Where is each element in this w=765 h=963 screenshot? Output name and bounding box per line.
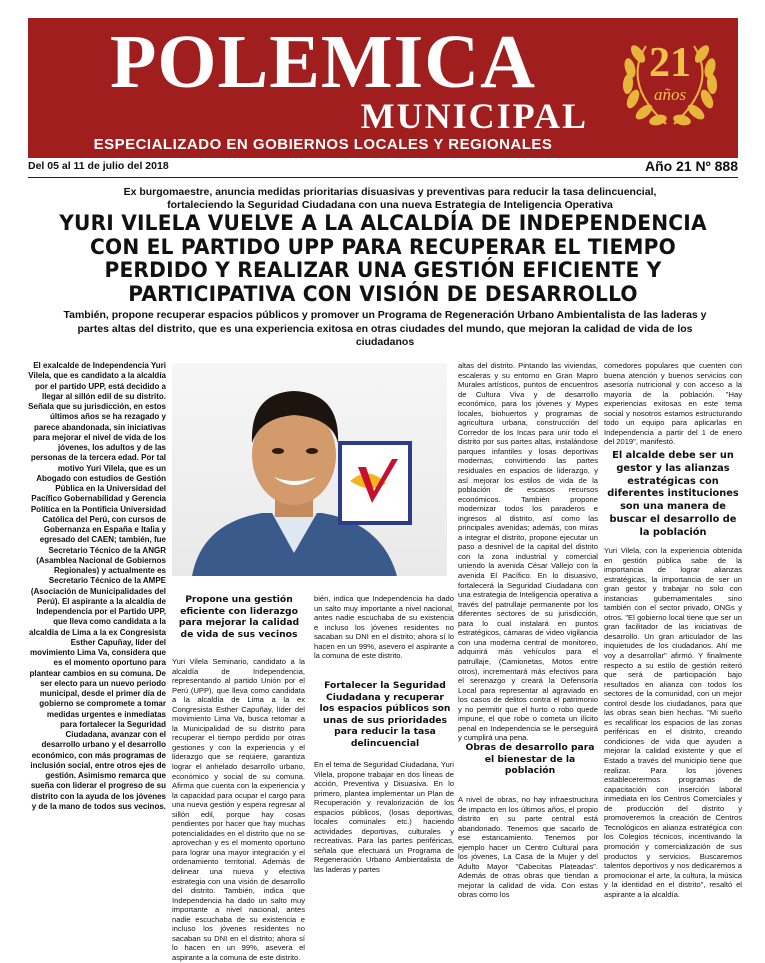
subhead-alcalde-gestor [606,450,740,540]
subhead-text: Obras de desarrollo para el bienestar de la población [465,742,595,777]
subhead-obras-desarrollo [462,742,598,777]
column-5-body-bottom: Yuri Vilela, con la experiencia obtenida en gestión pública sabe de la importancia de lograr alianzas estratégicas, la importancia de ser un gran gestor y trabajar no solo con instancias gubernamentales sino también con el sector privado, ONGs y otros. "El gobierno local tiene que ser un gran facilitador de las iniciativas de desarrollo. Un gran articulador de las inquietudes de los ciudadanos. Ahí me voy a desarrollar" afirmó. Y finalmente respecto a su estilo de gestión reiteró que será de participación bajo resultados en alianza con todos los sectores de la comunidad, con un mejor control desde los ciudadanos, para que las obras sean bien hechas. "Mi sueño es recalificar los espacios de las zonas periféricas en el distrito, creando condiciones de vida que ayuden a mejorar la calidad existente y que el Estado a través del municipio tiene que realizar. Para los jóvenes establecerermos programas de capacitación con inserción laboral inmediata en los Centros Comerciales y de producción del distrito y promoveremos la creación de Centros Tecnológicos en alianza estratégica con los Colegios técnicos, incentivando la promoción y comercialización de sus productos y servicios. Buscaremos talentos deportivos y nos dedicaremos a promocionar el arte, la cultura, la música y la identidad en el distrito", resaltó el aspirante a la alcaldía. [604,546,742,899]
candidate-photo [172,363,447,576]
newspaper-title: POLEMICA [110,20,536,104]
subhead-gestion-eficiente [174,594,304,640]
newspaper-tagline: ESPECIALIZADO EN GOBIERNOS LOCALES Y REGIONALES [93,136,553,153]
article-headline: YURI VILELA VUELVE A LA ALCALDÍA DE INDEPENDENCIA CON EL PARTIDO UPP PARA RECUPERAR EL TIEMPO PERDIDO Y REALIZAR UNA GESTIÓN EFICIENTE Y PARTICIPATIVA CON VISIÓN DE DESARROLLO [59,211,707,306]
column-5-body: comedores populares que cuenten con buena atención y buenos servicios con asesoría nutricional y con acceso a la mayoría de la población. "Hay experiencias exitosas en este tema social y nosotros estamos estructurando todo un equipo para aplicarlas en Independencia a partir del 1 de enero del 2019", manifestó. [604,361,742,447]
issue-dateline [28,158,738,178]
masthead [28,18,738,158]
anniversary-number: 21 [649,40,691,86]
article-kicker: Ex burgomaestre, anuncia medidas prioritarias disuasivas y preventivas para reducir la tasa delincuencial, fortaleciendo la Seguridad Ciudadana con una nueva Estrategia de Inteligencia Operativa [123,186,657,211]
newspaper-subtitle: MUNICIPAL [360,96,588,136]
subhead-text: El alcalde debe ser un gestor y las alianzas estratégicas con diferentes instituciones son una manera de buscar el desarrollo de la población [607,450,739,538]
issue-number: Año 21 Nº 888 [644,158,738,174]
column-2-body: Yuri Vilela Seminario, candidato a la alcaldía de Independencia, representando al partido Unión por el Perú (UPP), que lleva como candidata a la alcaldía de Lima a la ex Congresista Esther Capuñay, líder del movimiento Lima Va, busca retomar a la Municipalidad de su distrito para recuperar el tiempo perdido por otras gestiones y con la experiencia y el liderazgo que se requiere, garantiza lograr el anhelado desarrollo urbano, económico y social de su comuna. Afirma que cuenta con la experiencia y la capacidad para ocupar el cargo para una nueva gestión y espera regresar al sillón edil, porque hay cosas pendientes por hacer que hay muchas potencialidades en el distrito que no se aprovechan y es el momento oportuno para lograr una mayor integración y el ordenamiento territorial. Además de delinear una nueva y efectiva estrategia con una visión de desarrollo del distrito. También, indica que Independencia ha dado un salto muy importante a nivel nacional, antes nadie escuchaba de su existencia e incluso los jóvenes residentes no sacaban su DNI en el distrito; ahora sí lo hacen en un 99%, asevera el aspirante a la comuna de este distrito. [172,657,305,962]
subhead-text: Fortalecer la Seguridad Ciudadana y recuperar los espacios públicos son unas de sus prioridades para reducir la tasa delincuencial [319,680,451,749]
column-3-body: bién, indica que Independencia ha dado un salto muy importante a nivel nacional, antes nadie escuchaba de su existencia e incluso los jóvenes residentes no sacaban su DNI en el distrito; ahora sí lo hacen en un 99%, asevero el aspirante a la comuna de este distrito. [314,594,454,661]
column-4-body-bottom: A nivel de obras, no hay infraestructura de impacto en los últimos años, el propio distrito en su parte central está abandonado. Tenemos que sacarlo de ese estancamiento. Tenemos por ejemplo hacer un Centro Cultural para los jóvenes, La Casa de la Mujer y del Adulto Mayor "Cabecitas Plateadas". Además de otras obras que tiendan a mejorar la calidad de vida. Con estas obras como los [458,795,598,900]
lead-column: El exalcalde de Independencia Yuri Vilela, que es candidato a la alcaldía por el partido UPP, está decidido a llegar al sillón edil de su distrito. Señala que su jurisdicción, en estos últimos años se ha rezagado y parece abandonada, sin iniciativas para mejorar el nivel de vida de los jóvenes, los adultos y de las personas de la tercera edad. Por tal motivo Yuri Vilela, que es un Abogado con estudios de Gestión Pública en la Universidad del Pacífico Gobernabilidad y Gerencia Política en la Pontificia Universidad Católica del Perú, con cursos de Gobernanza en España e Italia y egresado del CAEN; también, fue Secretario Técnico de la ANGR (Asamblea Nacional de Gobiernos Regionales) y actualmente es Secretario Técnico de la AMPE (Asociación de Municipalidades del Perú). El aspirante a la alcaldía de Independencia por el Partido UPP, que lleva como candidata a la alcaldía de Lima a la ex Congresista Esther Capuñay, líder del movimiento Lima Va, considera que es el momento oportuno para plantear cambios en su comuna. De ser electo para un nuevo periodo municipal, desde el primer día de gobierno se compromete a tomar medidas urgentes e inmediatas para fortalecer la Seguridad Ciudadana, avanzar con el desarrollo urbano y el desarrollo económico, con más programas de inclusión social, entre otros ejes de gestión. Asimismo remarca que sueña con liderar el progreso de su distrito con la ayuda de los jóvenes y de la mano de todos sus vecinos. [28,361,166,811]
article-deck: También, propone recuperar espacios públicos y promover un Programa de Regeneración Urbano Ambientalista de las laderas y partes altas del distrito, que es una experiencia exitosa en otras ciudades del mundo, que mejoran la calidad de vida de los ciudadanos [63,309,707,348]
upp-party-logo-icon [340,443,410,523]
column-3-body-bottom: En el tema de Seguridad Ciudadana, Yuri Vilela, propone trabajar en dos líneas de acción, Preventiva y Disuasiva. En lo primero, plantea implementar un Plan de Recuperación y revalorización de los espacios públicos, (losas deportivas, locales comunales etc.) haciendo actividades deportivas, culturales y recreativas. Para las partes periféricas, señala que efectuará un Programa de Regeneración Urbano Ambientalista de las laderas y partes [314,760,454,875]
column-4-body: altas del distrito. Pintando las viviendas, escaleras y su entorno en Gran Mapro Murales artísticos, puntos de encuentros de Cultura Viva y de desarrollo económico, para los jóvenes y Mypes locales, biohuertos y programas de agricultura urbana, construcción del Corredor de los Incas para unir todo el distrito por sus partes altas, instalándose parques infantiles y losas deportivas modernas, convirtiendo las partes residuales en espacios de liderazgo, y así mejorar los estilos de vida de la población de escasos recursos económicos. También propone modernizar todos los paraderos e ingresos al distrito, así como las principales avenidas; además, con miras a integrar el distrito, propone ejecutar un paso a desnivel de la capital del distrito con la zona industrial y comercial uniendo la avenida César Vallejo con la avenida El Pacífico. En lo disuasivo, fortalecerá la Seguridad Ciudadana con una estrategia de Inteligencia operativa a través del patrullaje permanente por los diferentes sectores de su jurisdicción, para lo cual instalará en puntos estratégicos, cámaras de video vigilancia con una moderna central de monitoreo, adquirirá más vehículos para el patrullaje, (Camionetas, Motos entre otros), incrementará más efectivos para el serenazgo y creará la Defensoría Local para representar al agraviado en los casos de delitos contra el patrimonio y no permitir que el hurto o robo quede impune, el que robe o cometa un ilícito penal en Independencia se le perseguirá y cumplirá una pena. [458,361,598,743]
issue-date: Del 05 al 11 de julio del 2018 [28,160,169,172]
anniversary-label: años [653,85,687,104]
anniversary-laurel-icon [616,24,724,132]
subhead-text: Propone una gestión eficiente con liderazgo para mejorar la calidad de vida de sus vecinos [178,594,300,640]
subhead-seguridad-ciudadana [318,680,452,750]
